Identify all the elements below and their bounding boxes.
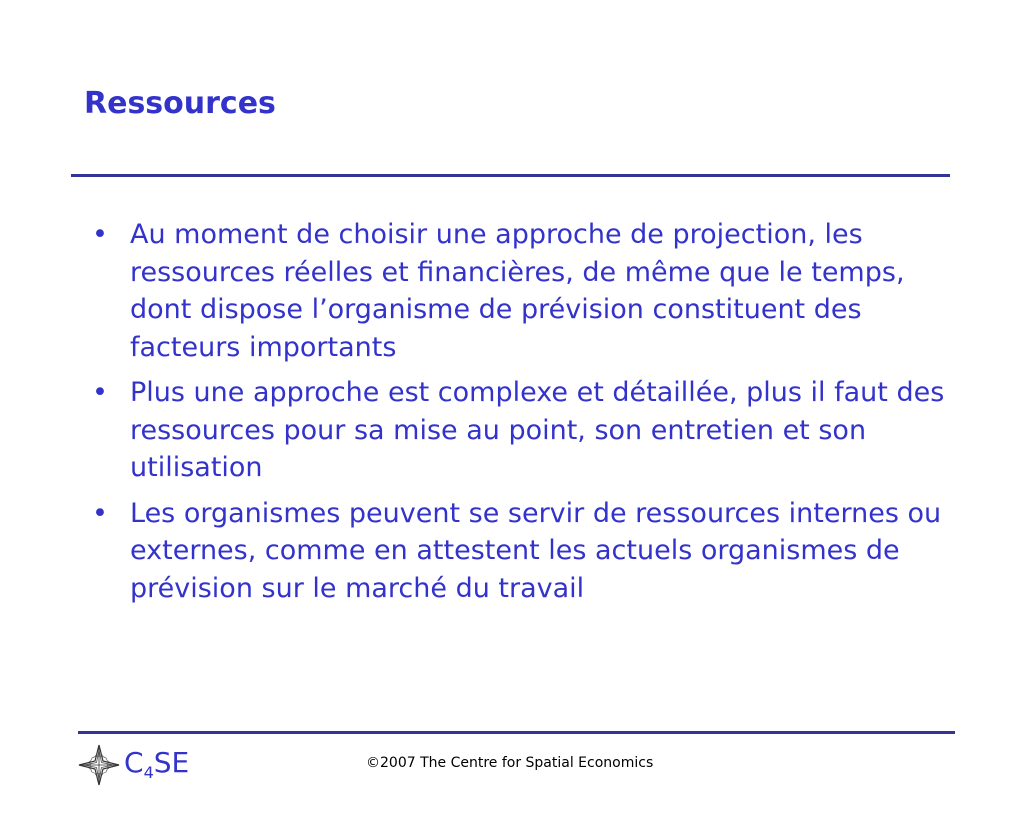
copyright-notice: ©2007 The Centre for Spatial Economics — [366, 755, 654, 771]
bullet-marker: • — [92, 377, 108, 408]
title-divider — [71, 174, 950, 177]
bullet-marker: • — [92, 497, 108, 529]
bullet-list — [92, 216, 972, 615]
footer-divider — [78, 731, 955, 734]
bullet-marker: • — [92, 219, 108, 250]
bullet-item — [92, 216, 972, 366]
logo-subscript: 4 — [143, 763, 154, 782]
bullet-text: Les organismes peuvent se servir de ressources internes ou externes, comme en attestent les actuels organismes de prévision sur le marché du travail — [130, 497, 942, 604]
logo-letter-c: C — [124, 746, 144, 779]
bullet-text: Plus une approche est complexe et détaillée, plus il faut des ressources pour sa mise au point, son entretien et son utilisation — [130, 377, 945, 483]
bullet-item — [92, 495, 972, 608]
logo-wordmark — [124, 746, 190, 782]
bullet-text: Au moment de choisir une approche de projection, les ressources réelles et financières, de même que le temps, dont dispose l’organisme de prévision constituent des facteurs importants — [130, 219, 905, 363]
slide-title: Ressources — [84, 86, 276, 121]
logo-letters-se: SE — [153, 746, 190, 779]
compass-star-icon — [78, 744, 120, 786]
bullet-item — [92, 374, 972, 487]
c4se-logo — [78, 743, 189, 787]
